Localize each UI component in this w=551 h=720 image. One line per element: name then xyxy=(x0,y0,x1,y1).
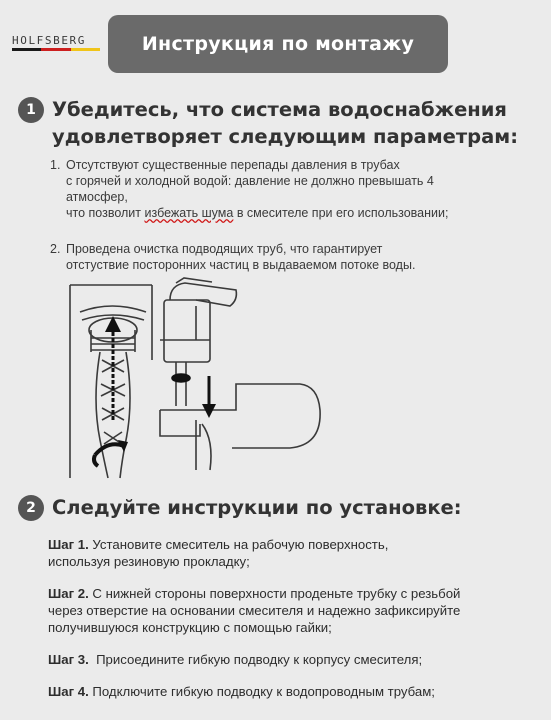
list-item-line: атмосфер, xyxy=(66,190,128,204)
list-item-line: Проведена очистка подводящих труб, что гарантирует xyxy=(66,242,383,256)
installation-steps xyxy=(48,536,538,700)
step-label: Шаг 4. xyxy=(48,684,89,699)
text-segment: что позволит xyxy=(66,206,145,220)
section-1-title: Убедитесь, что система водоснабжения удовлетворяет следующим параметрам: xyxy=(52,98,519,148)
step-text: С нижней стороны поверхности проденьте трубку с резьбой xyxy=(88,586,461,601)
step-item xyxy=(48,651,538,668)
step-label: Шаг 2. xyxy=(48,586,89,601)
list-item-line: с горячей и холодной водой: давление не должно превышать 4 xyxy=(66,174,434,188)
list-item-line: отстуствие посторонних частиц в выдаваемом потоке воды. xyxy=(66,258,416,272)
step-text: Присоедините гибкую подводку к корпусу смесителя; xyxy=(88,652,423,667)
step-item xyxy=(48,683,538,700)
list-item-number: 2. xyxy=(50,242,61,256)
faucet-mounting-icon xyxy=(160,278,320,470)
step-text: используя резиновую прокладку; xyxy=(48,554,250,569)
step-item xyxy=(48,585,538,636)
text-segment: в смесителе при его использовании; xyxy=(233,206,449,220)
section-2-number-badge: 2 xyxy=(18,495,44,521)
step-text: Установите смеситель на рабочую поверхность, xyxy=(88,537,389,552)
step-text: Подключите гибкую подводку к водопроводным трубам; xyxy=(88,684,435,699)
brand-logo-text: HOLFSBERG xyxy=(12,34,87,47)
step-label: Шаг 3. xyxy=(48,652,89,667)
section-2-title: Следуйте инструкции по установке: xyxy=(52,496,462,519)
step-text: через отверстие на основании смесителя и надежно зафиксируйте xyxy=(48,603,461,618)
step-label: Шаг 1. xyxy=(48,537,89,552)
page-title-text: Инструкция по монтажу xyxy=(141,33,415,55)
up-arrow-icon xyxy=(105,316,121,420)
hose-detail-icon xyxy=(70,285,152,478)
step-item xyxy=(48,536,538,570)
list-item-number: 1. xyxy=(50,158,61,172)
spellcheck-marked-text: избежать шума xyxy=(144,206,234,220)
list-item-line: Отсутствуют существенные перепады давления в трубах xyxy=(66,158,400,172)
down-arrow-icon xyxy=(202,376,216,418)
step-text: получившуюся конструкцию с помощью гайки; xyxy=(48,620,332,635)
section-2-heading xyxy=(18,494,462,521)
section-1-number-badge: 1 xyxy=(18,97,44,123)
